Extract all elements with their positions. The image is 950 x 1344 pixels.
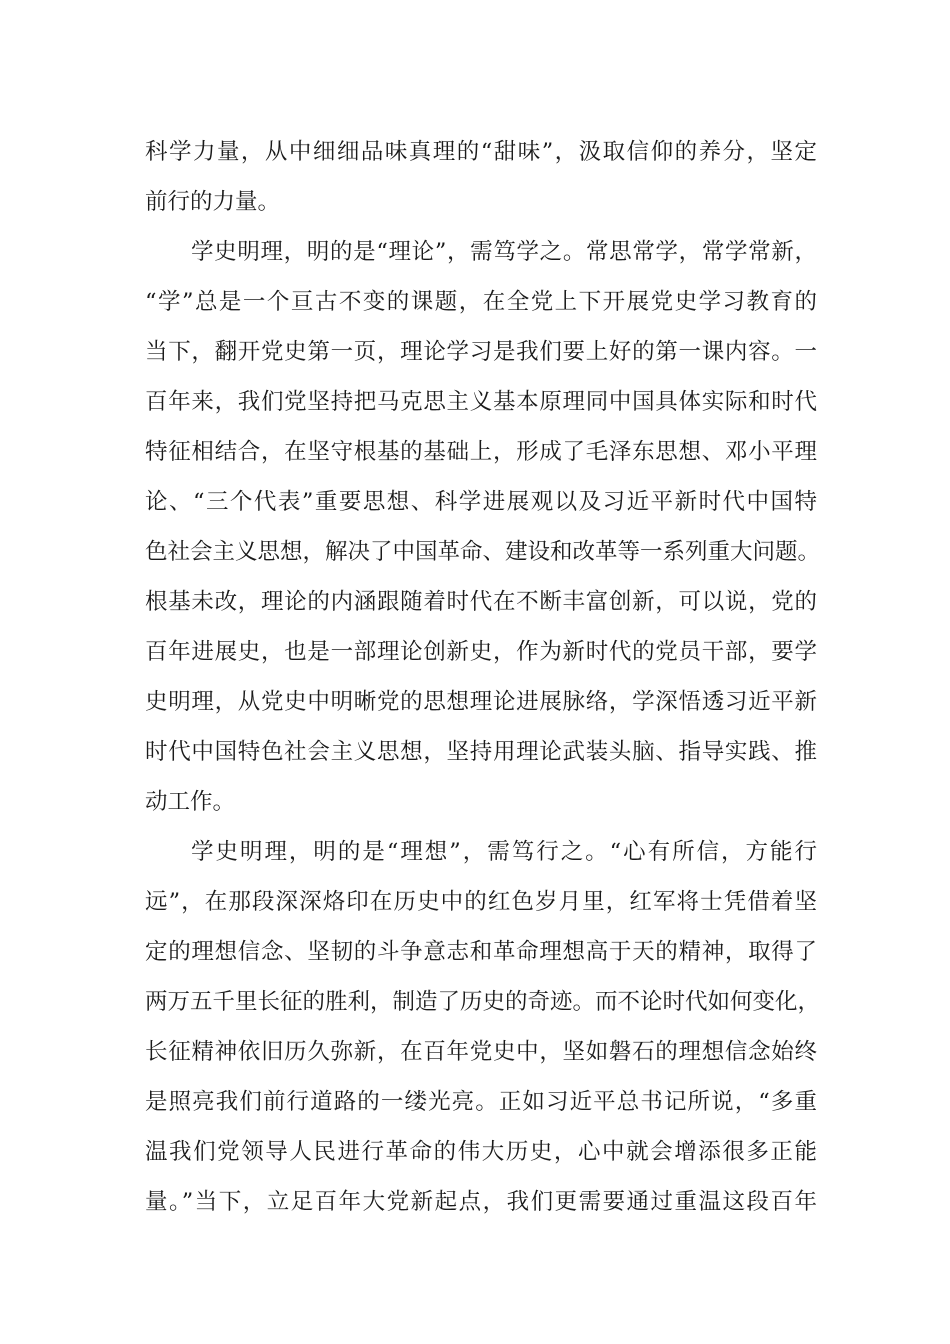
text-line: 史明理，从党史中明晰党的思想理论进展脉络，学深悟透习近平新 (145, 689, 817, 715)
text-line: 科学力量，从中细细品味真理的“甜味”，汲取信仰的养分，坚定 (145, 139, 817, 165)
text-line: 当下，翻开党史第一页，理论学习是我们要上好的第一课内容。一 (145, 339, 817, 365)
paragraph-3 (145, 827, 821, 1227)
text-line: 长征精神依旧历久弥新，在百年党史中，坚如磐石的理想信念始终 (145, 1039, 817, 1065)
text-line: 定的理想信念、坚韧的斗争意志和革命理想高于天的精神，取得了 (145, 939, 817, 965)
text-line: 学史明理，明的是“理想”，需笃行之。“心有所信，方能行 (191, 839, 817, 865)
text-line: 时代中国特色社会主义思想，坚持用理论武装头脑、指导实践、推 (145, 739, 817, 765)
text-line: 百年进展史，也是一部理论创新史，作为新时代的党员干部，要学 (145, 639, 817, 665)
paragraph-1 (145, 127, 817, 227)
text-line: 特征相结合，在坚守根基的基础上，形成了毛泽东思想、邓小平理 (145, 439, 817, 465)
text-line: 学史明理，明的是“理论”，需笃学之。常思常学，常学常新， (191, 239, 817, 265)
text-line: 色社会主义思想，解决了中国革命、建设和改革等一系列重大问题。 (145, 539, 821, 565)
text-line: 百年来，我们党坚持把马克思主义基本原理同中国具体实际和时代 (145, 389, 817, 415)
text-line: “学”总是一个亘古不变的课题，在全党上下开展党史学习教育的 (145, 289, 817, 315)
text-line: 量。”当下，立足百年大党新起点，我们更需要通过重温这段百年 (145, 1189, 817, 1215)
text-line: 两万五千里长征的胜利，制造了历史的奇迹。而不论时代如何变化， (145, 989, 821, 1015)
text-line: 根基未改，理论的内涵跟随着时代在不断丰富创新，可以说，党的 (145, 589, 817, 615)
paragraph-2 (145, 227, 821, 827)
text-line: 论、“三个代表”重要思想、科学进展观以及习近平新时代中国特 (145, 489, 817, 515)
text-line: 是照亮我们前行道路的一缕光亮。正如习近平总书记所说，“多重 (145, 1089, 817, 1115)
text-line: 前行的力量。 (145, 189, 281, 215)
document-body (145, 127, 821, 1227)
text-line: 动工作。 (145, 789, 236, 815)
text-line: 温我们党领导人民进行革命的伟大历史，心中就会增添很多正能 (145, 1139, 817, 1165)
text-line: 远”，在那段深深烙印在历史中的红色岁月里，红军将士凭借着坚 (145, 889, 817, 915)
